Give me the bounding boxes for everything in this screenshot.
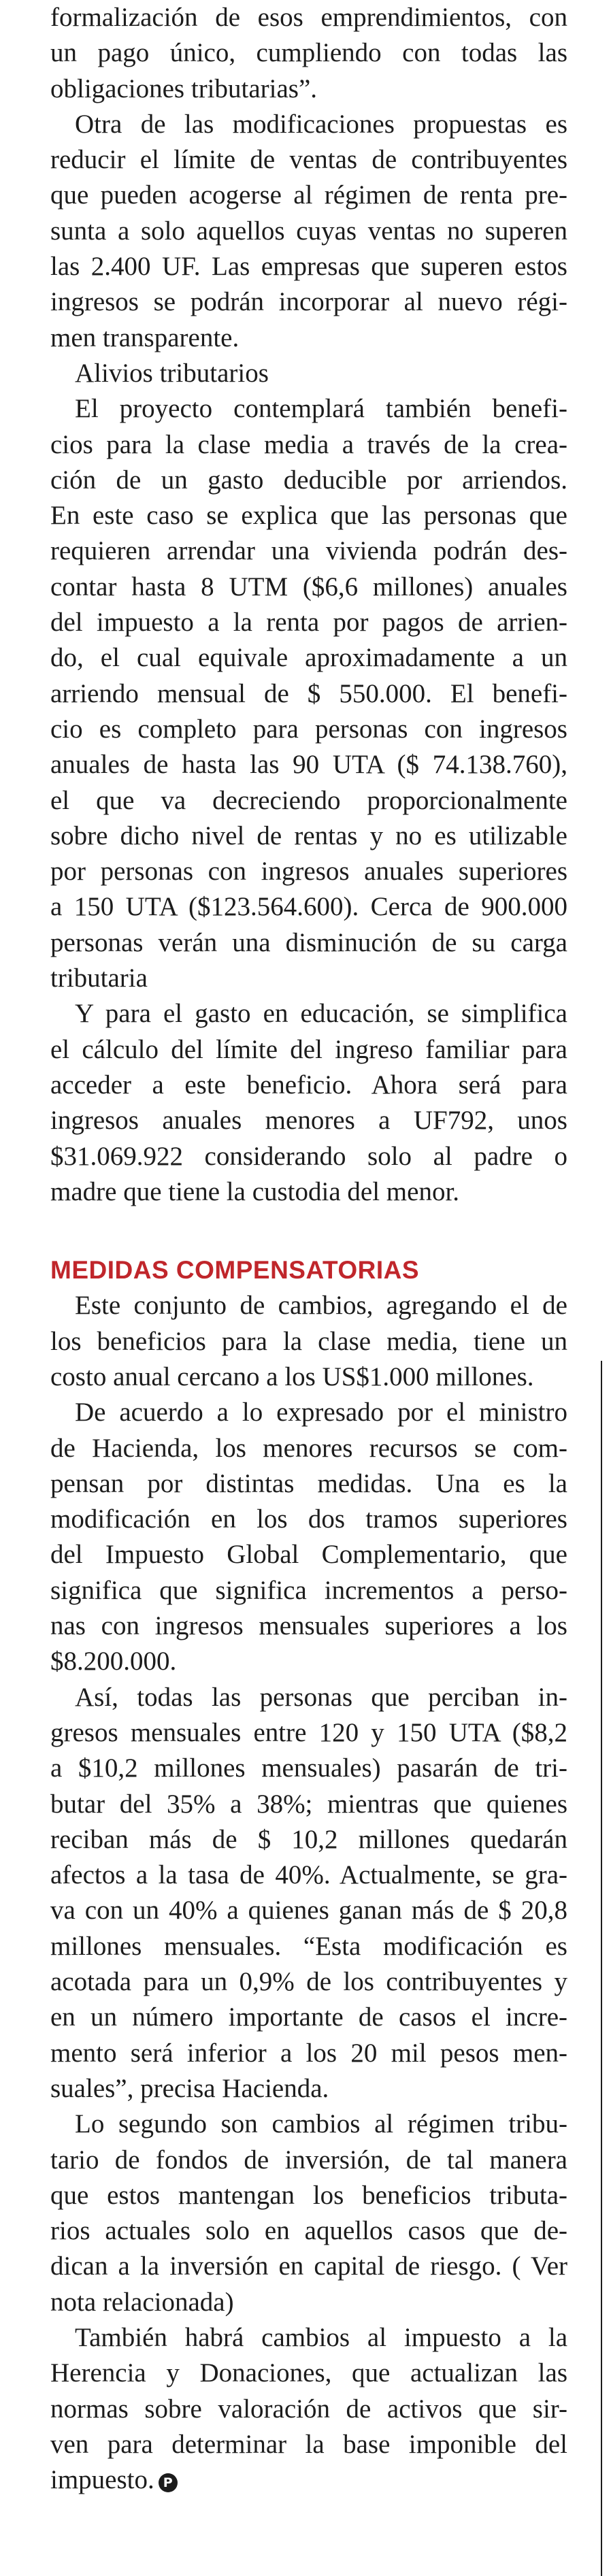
text-line: nas con ingresos mensuales superiores a los	[50, 1611, 567, 1641]
paragraph-9	[50, 2320, 567, 2498]
paragraph-8	[50, 2107, 567, 2320]
text-line: afectos a la tasa de 40%. Actualmente, se gra-	[50, 1860, 567, 1890]
text-line: rios actuales solo en aquellos casos que de-	[50, 2216, 567, 2246]
paragraph-6	[50, 1395, 567, 1679]
text-line: madre que tiene la custodia del menor.	[50, 1176, 460, 1206]
text-line: Herencia y Donaciones, que actualizan las	[50, 2358, 567, 2388]
text-line: ven para determinar la base imponible del	[50, 2429, 567, 2459]
text-line: acotada para un 0,9% de los contribuyentes y	[50, 1967, 567, 1997]
text-line: significa que significa incrementos a perso-	[50, 1575, 567, 1605]
text-line: el que va decreciendo proporcionalmente	[50, 785, 567, 815]
text-line: tario de fondos de inversión, de tal manera	[50, 2145, 567, 2175]
paragraph-5	[50, 1288, 567, 1395]
text-line: En este caso se explica que las personas que	[50, 501, 567, 531]
text-line: anuales de hasta las 90 UTA ($ 74.138.760),	[50, 750, 567, 780]
text-line: normas sobre valoración de activos que sir-	[50, 2394, 567, 2424]
text-line: de Hacienda, los menores recursos se com-	[50, 1433, 567, 1463]
paragraph-4	[50, 996, 567, 1210]
text-line: ción de un gasto deducible por arriendos.	[50, 465, 567, 495]
column-divider	[601, 1361, 602, 2576]
article-column	[50, 0, 567, 2498]
text-line: mento será inferior a los 20 mil pesos men-	[50, 2038, 567, 2068]
subheading: Alivios tributarios	[75, 358, 269, 388]
text-line: a 150 UTA ($123.564.600). Cerca de 900.000	[50, 892, 567, 922]
text-line: por personas con ingresos anuales superiores	[50, 857, 567, 887]
text-line: requieren arrendar una vivienda podrán des-	[50, 536, 567, 566]
text-line: gresos mensuales entre 120 y 150 UTA ($8,2	[50, 1717, 567, 1747]
paragraph-7	[50, 1680, 567, 2107]
text-line: va con un 40% a quienes ganan más de $ 20,8	[50, 1896, 567, 1926]
text-line: reducir el límite de ventas de contribuyentes	[50, 145, 567, 175]
end-of-article-icon: P	[159, 2473, 178, 2492]
text-line: Y para el gasto en educación, se simplifica	[75, 999, 567, 1029]
text-line: sunta a solo aquellos cuyas ventas no superen	[50, 216, 567, 246]
text-line: que estos mantengan los beneficios tributa-	[50, 2180, 567, 2210]
text-line: el cálculo del límite del ingreso familiar para	[50, 1034, 567, 1064]
text-line: cio es completo para personas con ingresos	[50, 714, 567, 744]
text-fragment: impuesto.	[50, 2465, 154, 2495]
text-line: dican a la inversión en capital de riesgo. ( Ver	[50, 2251, 567, 2281]
text-line: Así, todas las personas que perciban in-	[75, 1682, 567, 1712]
text-line: arriendo mensual de $ 550.000. El benefi-	[50, 678, 567, 708]
text-line: sobre dicho nivel de rentas y no es utilizable	[50, 821, 567, 851]
section-heading: MEDIDAS COMPENSATORIAS	[50, 1256, 420, 1285]
text-line: formalización de esos emprendimientos, con	[50, 3, 567, 32]
paragraph-2	[50, 107, 567, 356]
text-line: a $10,2 millones mensuales) pasarán de tri-	[50, 1753, 567, 1783]
text-line: nota relacionada)	[50, 2287, 234, 2317]
text-line: butar del 35% a 38%; mientras que quienes	[50, 1789, 567, 1819]
text-line: contar hasta 8 UTM ($6,6 millones) anuales	[50, 572, 567, 601]
text-line-last	[50, 2462, 567, 2498]
text-line: pensan por distintas medidas. Una es la	[50, 1468, 567, 1498]
text-line: que pueden acogerse al régimen de renta pre-	[50, 180, 567, 210]
text-line: costo anual cercano a los US$1.000 millones.	[50, 1361, 534, 1391]
text-line: También habrá cambios al impuesto a la	[75, 2323, 567, 2352]
text-line: un pago único, cumpliendo con todas las	[50, 38, 567, 68]
text-line: $8.200.000.	[50, 1647, 177, 1677]
text-line: cios para la clase media a través de la crea-	[50, 429, 567, 459]
text-line: Otra de las modificaciones propuestas es	[75, 109, 567, 139]
text-line: en un número importante de casos el incre-	[50, 2002, 567, 2032]
text-line: reciban más de $ 10,2 millones quedarán	[50, 1824, 567, 1854]
text-line: Este conjunto de cambios, agregando el de	[75, 1291, 567, 1321]
text-line: del Impuesto Global Complementario, que	[50, 1540, 567, 1570]
text-line: $31.069.922 considerando solo al padre o	[50, 1141, 567, 1171]
text-line: millones mensuales. “Esta modificación es	[50, 1931, 567, 1961]
text-line: obligaciones tributarias”.	[50, 73, 318, 103]
text-line: los beneficios para la clase media, tiene un	[50, 1326, 567, 1356]
text-line: suales”, precisa Hacienda.	[50, 2073, 329, 2103]
text-line: De acuerdo a lo expresado por el ministro	[75, 1398, 567, 1427]
text-line: personas verán una disminución de su carga	[50, 927, 567, 957]
text-line: tributaria	[50, 963, 148, 993]
section-spacer	[50, 1210, 567, 1253]
text-line: Lo segundo son cambios al régimen tribu-	[75, 2109, 567, 2139]
text-line: acceder a este beneficio. Ahora será para	[50, 1070, 567, 1100]
text-line: las 2.400 UF. Las empresas que superen estos	[50, 252, 567, 282]
text-line: del impuesto a la renta por pagos de arrien-	[50, 608, 567, 638]
text-line: ingresos anuales menores a UF792, unos	[50, 1106, 567, 1136]
text-line: modificación en los dos tramos superiores	[50, 1504, 567, 1534]
text-line: El proyecto contemplará también benefi-	[75, 394, 567, 424]
text-line: men transparente.	[50, 323, 240, 352]
text-line: ingresos se podrán incorporar al nuevo régi-	[50, 287, 567, 317]
paragraph-3	[50, 391, 567, 996]
text-line: do, el cual equivale aproximadamente a un	[50, 643, 567, 673]
paragraph-1	[50, 0, 567, 107]
